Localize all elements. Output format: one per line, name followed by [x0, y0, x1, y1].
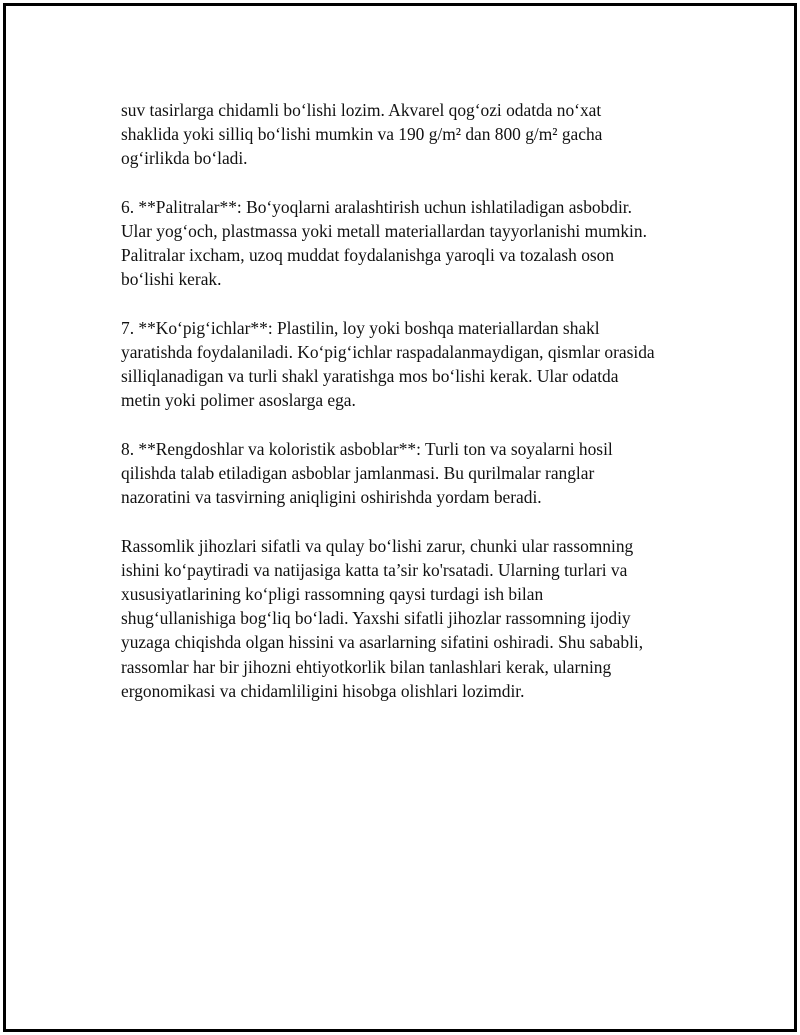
paragraph-conclusion [121, 534, 701, 703]
text-line: Rassomlik jihozlari sifatli va qulay bo‘lishi zarur, chunki ular rassomning [121, 535, 634, 556]
text-line: 8. **Rengdoshlar va koloristik asboblar**: Turli ton va soyalarni hosil [121, 438, 613, 459]
text-line: yuzaga chiqishda olgan hissini va asarlarning sifatini oshiradi. Shu sababli, [121, 632, 644, 653]
text-line: shaklida yoki silliq bo‘lishi mumkin va 190 g/m² dan 800 g/m² gacha [121, 124, 603, 145]
text-line: metin yoki polimer asoslarga ega. [121, 390, 356, 411]
text-line: ergonomikasi va chidamliligini hisobga olishlari lozimdir. [121, 680, 525, 701]
text-line: nazoratini va tasvirning aniqligini oshirishda yordam beradi. [121, 487, 542, 508]
text-line: Ular yog‘och, plastmassa yoki metall materiallardan tayyorlanishi mumkin. [121, 221, 647, 241]
text-line: yaratishda foydalaniladi. Ko‘pig‘ichlar raspadalanmaydigan, qismlar orasida [121, 342, 655, 362]
paragraph-paper-continuation [121, 98, 701, 171]
paragraph-color-tools [121, 437, 701, 510]
text-line: shug‘ullanishiga bog‘liq bo‘ladi. Yaxshi sifatli jihozlar rassomning ijodiy [121, 608, 631, 629]
paragraph-palettes [121, 195, 701, 292]
paragraph-sculpting-tools [121, 316, 701, 413]
text-line: xususiyatlarining ko‘pligi rassomning qaysi turdagi ish bilan [121, 584, 544, 604]
text-line: rassomlar har bir jihozni ehtiyotkorlik bilan tanlashlari kerak, ularning [121, 656, 612, 677]
text-line: ishini ko‘paytiradi va natijasiga katta ta’sir ko'rsatadi. Ularning turlari va [121, 559, 628, 580]
text-line: suv tasirlarga chidamli bo‘lishi lozim. Akvarel qog‘ozi odatda no‘xat [121, 100, 602, 120]
text-line: bo‘lishi kerak. [121, 269, 222, 290]
text-line: 6. **Palitralar**: Bo‘yoqlarni aralashtirish uchun ishlatiladigan asbobdir. [121, 196, 632, 217]
text-line: 7. **Ko‘pig‘ichlar**: Plastilin, loy yoki boshqa materiallardan shakl [121, 317, 600, 338]
text-line: og‘irlikda bo‘ladi. [121, 148, 248, 169]
document-page [3, 3, 797, 1032]
text-line: qilishda talab etiladigan asboblar jamlanmasi. Bu qurilmalar ranglar [121, 463, 595, 483]
text-line: silliqlanadigan va turli shakl yaratishga mos bo‘lishi kerak. Ular odatda [121, 366, 619, 387]
document-body [121, 98, 701, 727]
text-line: Palitralar ixcham, uzoq muddat foydalanishga yaroqli va tozalash oson [121, 245, 615, 266]
